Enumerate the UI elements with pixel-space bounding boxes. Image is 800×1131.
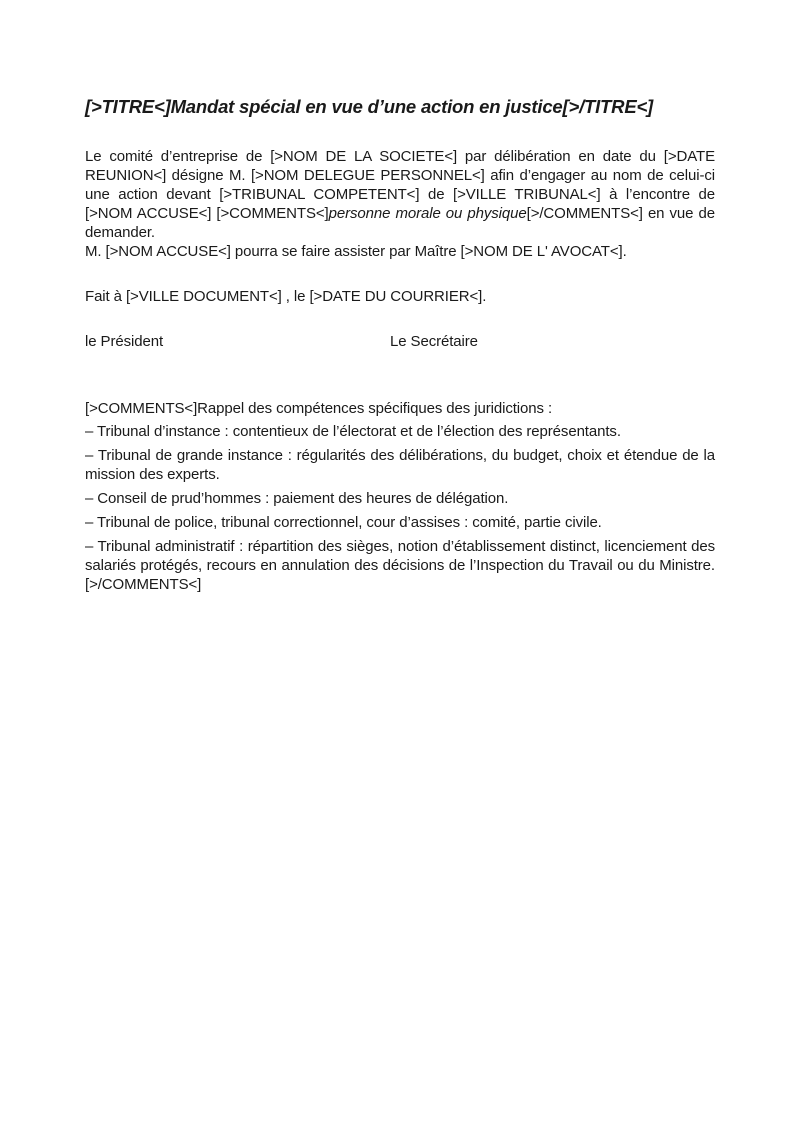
mandate-text-before: Le comité d’entreprise de [>NOM DE LA SOCIETE<] par délibération en date du [>DATE REUNION<] désigne M. [>NOM DELEGUE PERSONNEL<] afin d’engager au nom de celui-ci une action devant [>TRIBUNAL COMPETENT<] de [>VILLE TRIBUNAL<] à l’encontre de [>NOM ACCUSE<] [>COMMENTS<] (85, 148, 715, 222)
mandate-comment-italic: personne morale ou physique (328, 205, 527, 222)
signature-row (85, 332, 715, 351)
comments-intro: [>COMMENTS<]Rappel des compétences spécifiques des juridictions : (85, 400, 553, 417)
list-item-tribunal-instance: – Tribunal d’instance : contentieux de l’électorat et de l’élection des représentants. (85, 423, 621, 440)
mandate-text-after: [>/COMMENTS<] en vue de demander. (85, 205, 715, 241)
signature-president-label: le Président (85, 333, 164, 350)
list-item-tribunal-grande-instance: – Tribunal de grande instance : régularités des délibérations, du budget, choix et étendue de la mission des experts. (85, 447, 715, 483)
signature-secretary-label: Le Secrétaire (390, 333, 478, 350)
paragraph-place-date: Fait à [>VILLE DOCUMENT<] , le [>DATE DU COURRIER<]. (85, 288, 487, 305)
list-item-conseil-prudhommes: – Conseil de prud’hommes : paiement des heures de délégation. (85, 490, 509, 507)
list-item-tribunal-police: – Tribunal de police, tribunal correctionnel, cour d’assises : comité, partie civile. (85, 514, 602, 531)
list-item-tribunal-administratif: – Tribunal administratif : répartition des sièges, notion d’établissement distinct, licenciement des salariés protégés, recours en annulation des décisions de l’Inspection du Travail ou du Ministre. [>/COMMENTS<] (85, 538, 715, 593)
document-title: [>TITRE<]Mandat spécial en vue d’une action en justice[>/TITRE<] (85, 96, 654, 117)
paragraph-assist: M. [>NOM ACCUSE<] pourra se faire assister par Maître [>NOM DE L' AVOCAT<]. (85, 243, 627, 260)
paragraph-mandate (85, 147, 715, 242)
